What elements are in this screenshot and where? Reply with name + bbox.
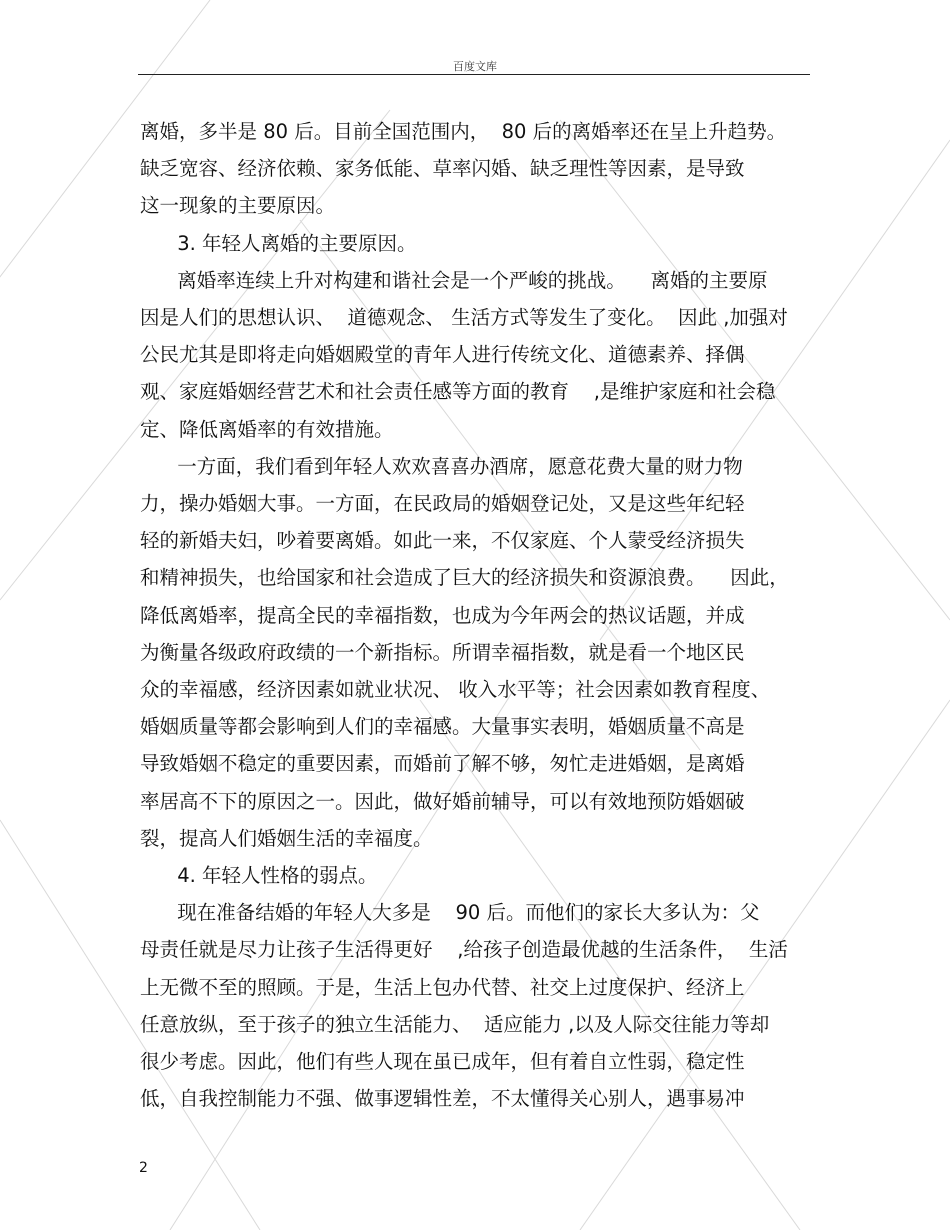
text-line: 率居高不下的原因之一。因此，做好婚前辅导，可以有效地预防婚姻破 [140,789,745,813]
text-line: 一方面，我们看到年轻人欢欢喜喜办酒席，愿意花费大量的财力物 [140,454,743,478]
text-line: 婚姻质量等都会影响到人们的幸福感。大量事实表明，婚姻质量不高是 [140,715,745,739]
text-line: 定、降低离婚率的有效措施。 [140,417,394,441]
header-divider [138,74,810,75]
header-title: 百度文库 [453,60,497,73]
text-line: 上无微不至的照顾。于是，生活上包办代替、社交上过度保护、经济上 [140,975,745,999]
text-line: 这一现象的主要原因。 [140,194,336,218]
text-line: 观、家庭婚姻经营艺术和社会责任感等方面的教育 ,是维护家庭和社会稳 [140,380,776,404]
text-line: 任意放纵，至于孩子的独立生活能力、 适应能力 ,以及人际交往能力等却 [140,1012,770,1036]
text-line: 裂，提高人们婚姻生活的幸福度。 [140,826,433,850]
text-line: 很少考虑。因此，他们有些人现在虽已成年，但有着自立性弱，稳定性 [140,1050,745,1073]
text-line: 和精神损失，也给国家和社会造成了巨大的经济损失和资源浪费。 因此， [140,566,789,590]
text-line: 母责任就是尽力让孩子生活得更好 ,给孩子创造最优越的生活条件， 生活 [140,938,788,962]
text-line: 为衡量各级政府政绩的一个新指标。所谓幸福指数，就是看一个地区民 [140,640,745,664]
text-line: 力，操办婚姻大事。一方面，在民政局的婚姻登记处，又是这些年纪轻 [140,492,745,515]
text-line: 缺乏宽容、经济依赖、家务低能、草率闪婚、缺乏理性等因素，是导致 [140,157,745,181]
text-line: 轻的新婚夫妇，吵着要离婚。如此一来，不仅家庭、个人蒙受经济损失 [140,529,745,553]
text-line: 离婚，多半是 80 后。目前全国范围内， 80 后的离婚率还在呈上升趋势。 [140,120,787,143]
text-line: 因是人们的思想认识、 道德观念、 生活方式等发生了变化。 因此 ,加强对 [140,306,788,329]
text-line: 降低离婚率，提高全民的幸福指数，也成为今年两会的热议话题，并成 [140,603,745,627]
text-line: 现在准备结婚的年轻人大多是 90 后。而他们的家长大多认为：父 [140,901,760,925]
text-line: 导致婚姻不稳定的重要因素，而婚前了解不够，匆忙走进婚姻，是离婚 [140,752,745,776]
text-line: 3. 年轻人离婚的主要原因。 [140,231,417,255]
text-line: 低，自我控制能力不强、做事逻辑性差，不太懂得关心别人，遇事易冲 [140,1087,745,1111]
text-line: 4. 年轻人性格的弱点。 [140,864,378,887]
page-number: 2 [139,1160,148,1176]
text-line: 公民尤其是即将走向婚姻殿堂的青年人进行传统文化、道德素养、择偶 [140,343,745,367]
text-line: 离婚率连续上升对构建和谐社会是一个严峻的挑战。 离婚的主要原 [140,268,768,292]
text-line: 众的幸福感，经济因素如就业状况、 收入水平等；社会因素如教育程度、 [140,678,771,701]
